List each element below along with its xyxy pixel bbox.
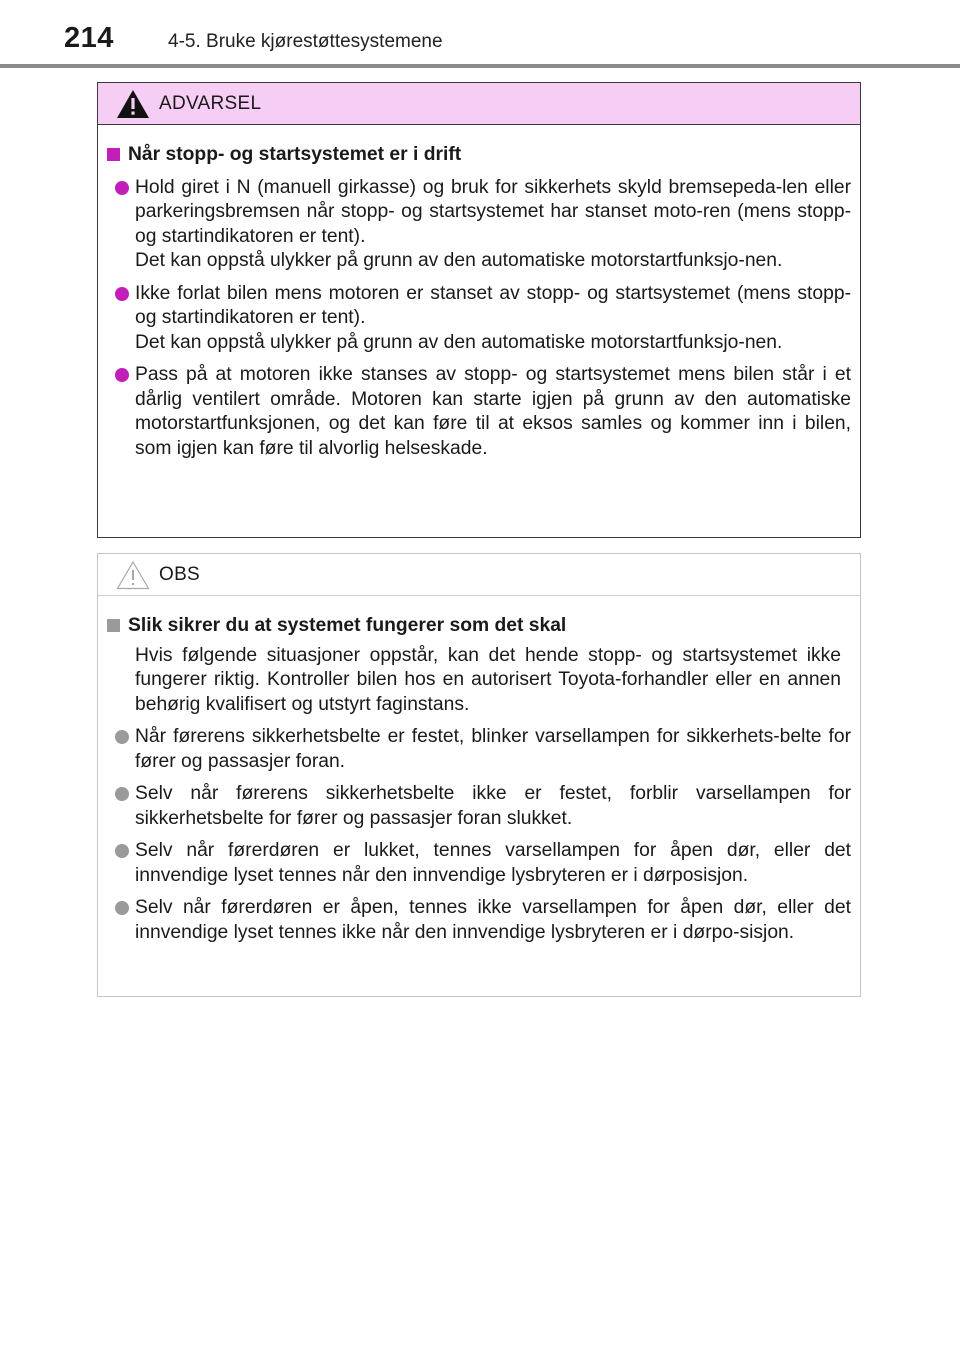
- notice-section-title: [105, 614, 851, 639]
- round-bullet-icon: [115, 901, 129, 915]
- warning-triangle-icon: [116, 89, 150, 119]
- notice-item: [105, 896, 851, 945]
- square-bullet-icon: [107, 148, 120, 161]
- warning-heading: Når stopp- og startsystemet er i drift: [128, 144, 462, 165]
- warning-item-text: Pass på at motoren ikke stanses av stopp- og startsystemet mens bilen står i et dårlig ventilert område. Motoren kan starte igjen på grunn av den automatiske motorstartfunksjonen, og det kan føre til at eksos samles og kommer inn i bilen, som igjen kan føre til alvorlig helseskade.: [135, 364, 851, 459]
- warning-header: [98, 83, 860, 125]
- notice-item-text: Selv når førerdøren er åpen, tennes ikke varsellampen for åpen dør, eller det innvendige lyset tennes ikke når den innvendige lysbryteren er i dørpo-sisjon.: [135, 897, 851, 943]
- notice-box: [97, 553, 861, 997]
- round-bullet-icon: [115, 181, 129, 195]
- page-number: 214: [64, 22, 114, 54]
- chapter-title: 4-5. Bruke kjørestøttesystemene: [168, 31, 443, 52]
- warning-label: ADVARSEL: [159, 93, 262, 114]
- round-bullet-icon: [115, 844, 129, 858]
- round-bullet-icon: [115, 787, 129, 801]
- round-bullet-icon: [115, 287, 129, 301]
- warning-section-title: [105, 143, 851, 168]
- notice-item: [105, 782, 851, 831]
- notice-intro: Hvis følgende situasjoner oppstår, kan det hende stopp- og startsystemet ikke fungerer riktig. Kontroller bilen hos en autorisert Toyota-forhandler eller en annen behørig kvalifisert og utstyrt faginstans.: [135, 644, 841, 715]
- round-bullet-icon: [115, 368, 129, 382]
- notice-item-text: Selv når førerdøren er lukket, tennes varsellampen for åpen dør, eller det innvendige lyset tennes når den innvendige lysbryteren er i dørposisjon.: [135, 840, 851, 886]
- notice-label: OBS: [159, 564, 201, 585]
- notice-item-text: Selv når førerens sikkerhetsbelte ikke er festet, forblir varsellampen for sikkerhetsbelte for fører og passasjer foran slukket.: [135, 783, 851, 829]
- warning-item-text: Hold giret i N (manuell girkasse) og bruk for sikkerhets skyld bremsepeda-len eller parkeringsbremsen når stopp- og startsystemet har stanset moto-ren (mens stopp- og startindikatoren er tent).: [135, 176, 851, 247]
- notice-item-text: Når førerens sikkerhetsbelte er festet, blinker varsellampen for sikkerhets-belte for fører og passasjer foran.: [135, 726, 851, 772]
- round-bullet-icon: [115, 730, 129, 744]
- warning-item-consequence: Det kan oppstå ulykker på grunn av den automatiske motorstartfunksjo-nen.: [135, 250, 783, 271]
- notice-item: [105, 839, 851, 888]
- warning-item-consequence: Det kan oppstå ulykker på grunn av den automatiske motorstartfunksjo-nen.: [135, 331, 783, 353]
- square-bullet-icon: [107, 619, 120, 632]
- notice-triangle-icon: [116, 560, 150, 590]
- warning-item: [105, 282, 851, 356]
- notice-header: [98, 554, 860, 596]
- notice-body: [98, 596, 860, 945]
- warning-item: [105, 363, 851, 461]
- warning-item-text: Ikke forlat bilen mens motoren er stanset av stopp- og startsystemet (mens stopp- og startindikatoren er tent).: [135, 282, 851, 328]
- notice-heading: Slik sikrer du at systemet fungerer som det skal: [128, 615, 567, 636]
- warning-item: [105, 176, 851, 274]
- warning-body: [98, 125, 860, 461]
- header-divider: [0, 64, 960, 68]
- notice-item: [105, 725, 851, 774]
- warning-box: [97, 82, 861, 538]
